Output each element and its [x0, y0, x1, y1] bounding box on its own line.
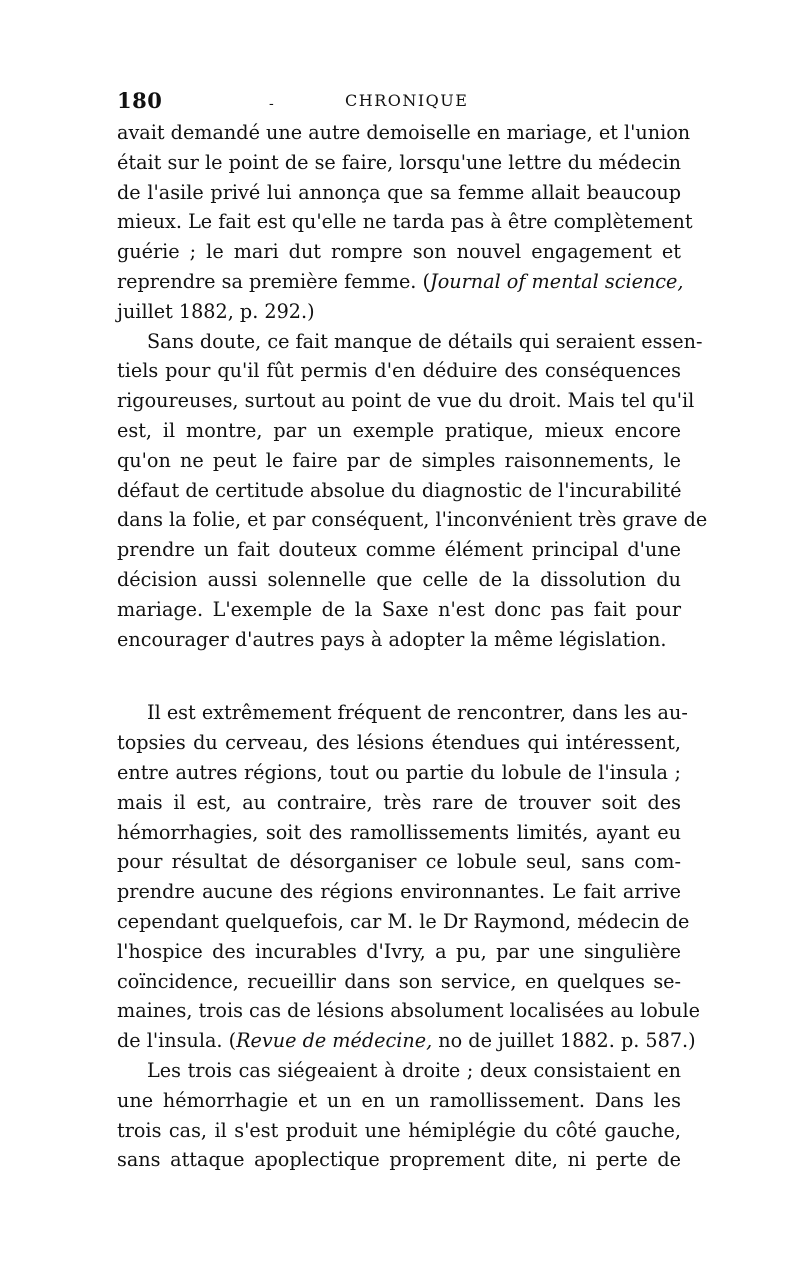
text-line: prendre aucune des régions environnantes. Le fait arrive — [117, 880, 681, 904]
text-line: rigoureuses, surtout au point de vue du droit. Mais tel qu'il — [117, 389, 695, 413]
text-line: cependant quelquefois, car M. le Dr Raymond, médecin de — [117, 909, 690, 933]
text-line: trois cas, il s'est produit une hémiplégie du côté gauche, — [117, 1118, 681, 1142]
text-line: est, il montre, par un exemple pratique, mieux encore — [117, 418, 681, 442]
text-line: de l'asile privé lui annonça que sa femme allait beaucoup — [117, 180, 681, 204]
text-line: guérie ; le mari dut rompre son nouvel engagement et — [117, 240, 681, 264]
text-line: décision aussi solennelle que celle de la dissolution du — [117, 567, 681, 591]
text-line: maines, trois cas de lésions absolument localisées au lobule — [117, 999, 700, 1023]
text-line: mais il est, au contraire, très rare de trouver soit des — [117, 790, 681, 814]
text-line: pour résultat de désorganiser ce lobule seul, sans com- — [117, 850, 681, 874]
text-line: sans attaque apoplectique proprement dite, ni perte de — [117, 1148, 681, 1172]
text-line: était sur le point de se faire, lorsqu'une lettre du médecin — [117, 150, 681, 174]
text-line: dans la folie, et par conséquent, l'inconvénient très grave de — [117, 508, 708, 532]
text-fragment: no de juillet 1882. p. 587.) — [438, 1029, 696, 1053]
journal-title: Journal of mental science, — [430, 269, 684, 293]
text-line: mieux. Le fait est qu'elle ne tarda pas à être complètement — [117, 210, 693, 234]
text-line: mariage. L'exemple de la Saxe n'est donc pas fait pour — [117, 597, 681, 621]
text-line: topsies du cerveau, des lésions étendues qui intéressent, — [117, 731, 681, 755]
section-gap — [117, 654, 681, 698]
text-line: qu'on ne peut le faire par de simples raisonnements, le — [117, 448, 681, 472]
citation-line — [117, 267, 684, 297]
text-line: une hémorrhagie et un en un ramollissement. Dans les — [117, 1088, 681, 1112]
running-head: CHRONIQUE — [345, 91, 469, 110]
paragraph-first-line: Sans doute, ce fait manque de détails qui seraient essen- — [147, 329, 703, 353]
text-line: avait demandé une autre demoiselle en mariage, et l'union — [117, 121, 691, 144]
text-fragment: de l'insula. ( — [117, 1029, 237, 1053]
text-line: l'hospice des incurables d'Ivry, a pu, par une singulière — [117, 939, 681, 963]
journal-title: Revue de médecine, — [236, 1029, 433, 1053]
text-line: juillet 1882, p. 292.) — [117, 299, 315, 323]
text-line: entre autres régions, tout ou partie du lobule de l'insula ; — [117, 760, 681, 784]
text-line: tiels pour qu'il fût permis d'en déduire des conséquences — [117, 359, 681, 383]
page-number: 180 — [117, 88, 163, 113]
header-mark: - — [269, 96, 274, 112]
body-text — [117, 118, 708, 1175]
paragraph-first-line: Il est extrêmement fréquent de rencontrer, dans les au- — [147, 701, 688, 725]
text-line: prendre un fait douteux comme élément principal d'une — [117, 538, 681, 562]
page-header — [117, 88, 681, 118]
text-fragment: reprendre sa première femme. ( — [117, 269, 430, 293]
citation-line — [117, 1026, 696, 1056]
text-line: hémorrhagies, soit des ramollissements limités, ayant eu — [117, 820, 681, 844]
text-line: défaut de certitude absolue du diagnostic de l'incurabilité — [117, 478, 682, 502]
paragraph-first-line: Les trois cas siégeaient à droite ; deux consistaient en — [147, 1058, 681, 1082]
text-line: coïncidence, recueillir dans son service, en quelques se- — [117, 969, 681, 993]
text-line: encourager d'autres pays à adopter la même législation. — [117, 627, 667, 651]
